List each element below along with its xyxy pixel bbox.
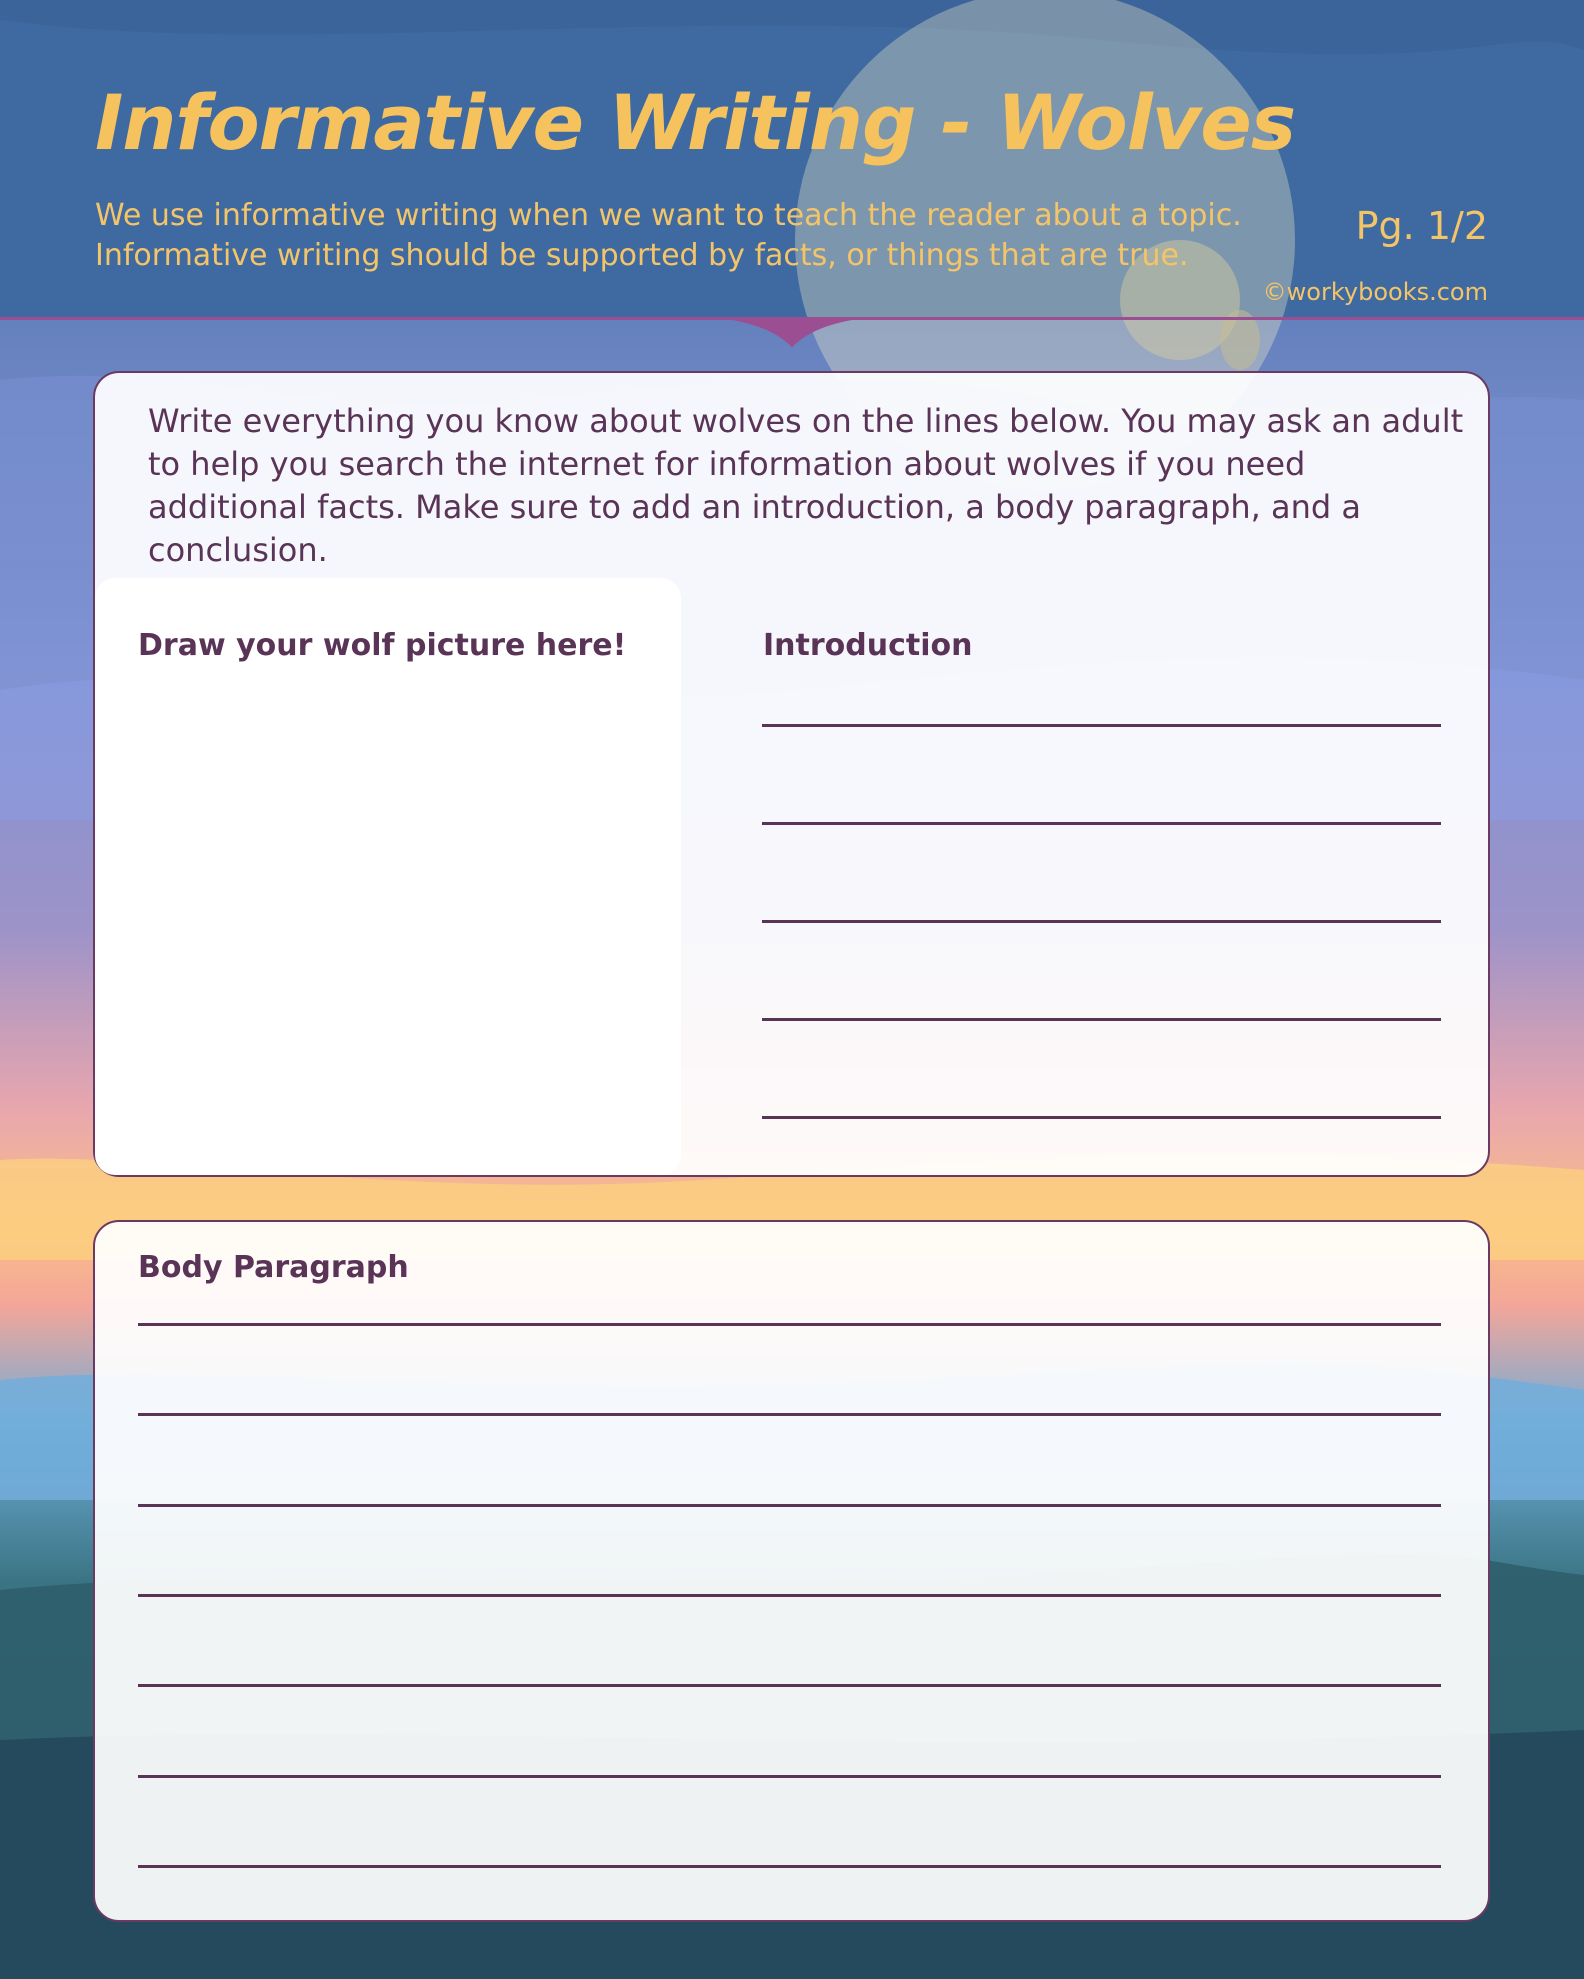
page-title: Informative Writing - Wolves [95,78,1296,167]
drawing-area-label: Draw your wolf picture here! [138,628,627,663]
page-number: Pg. 1/2 [1355,204,1488,248]
body-writing-line[interactable] [138,1865,1441,1868]
body-writing-line[interactable] [138,1684,1441,1687]
introduction-writing-line[interactable] [762,1116,1441,1119]
body-writing-line[interactable] [138,1323,1441,1326]
drawing-area[interactable] [95,578,681,1175]
body-writing-line[interactable] [138,1504,1441,1507]
header-divider [0,317,1584,320]
body-writing-line[interactable] [138,1594,1441,1597]
body-paragraph-label: Body Paragraph [138,1250,409,1285]
body-writing-line[interactable] [138,1413,1441,1416]
instructions-text: Write everything you know about wolves on the lines below. You may ask an adult to help you search the internet for information about wolves if you need additional facts. Make sure to add an introduction, a body paragraph, and a conclusion. [148,402,1464,569]
body-writing-line[interactable] [138,1775,1441,1778]
introduction-writing-line[interactable] [762,1018,1441,1021]
header-description: We use informative writing when we want to teach the reader about a topic. Informative writing should be supported by facts, or things that are true. [95,198,1242,273]
introduction-writing-line[interactable] [762,724,1441,727]
introduction-writing-line[interactable] [762,822,1441,825]
copyright-notice: ©workybooks.com [1262,278,1488,306]
introduction-writing-line[interactable] [762,920,1441,923]
introduction-label: Introduction [763,628,973,663]
